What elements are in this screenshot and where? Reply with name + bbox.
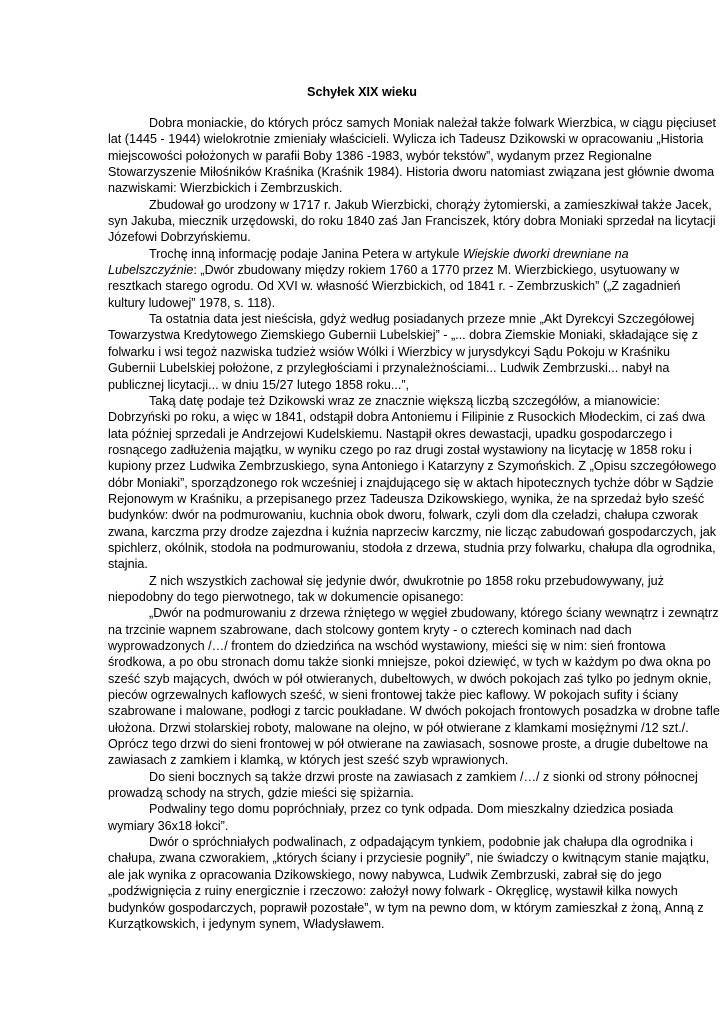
document-body — [108, 115, 720, 932]
page-title: Schyłek XIX wieku — [307, 85, 417, 99]
paragraph: Dwór o spróchniałych podwalinach, z odpadającym tynkiem, podobnie jak chałupa dla ogrodnika i chałupa, zwana czworakiem, „których ściany i przyciesie pogniły”, nie świadczy o kwitnącym stanie majątku, ale jak wynika z opracowania Dzikowskiego, nowy nabywca, Ludwik Zembrzuski, zabrał się do jego „podźwignięcia z ruiny energicznie i rzeczowo: założył nowy folwark - Okręglicę, wystawił kilka nowych budynków gospodarczych, poprawił pozostałe”, w tym na pewno dom, w którym zamieszkał z żoną, Anną z Kurzątkowskich, i jedynym synem, Władysławem. — [108, 835, 710, 931]
paragraph: „Dwór na podmurowaniu z drzewa rżniętego w węgieł zbudowany, którego ściany wewnątrz i zewnątrz na trzcinie wapnem szabrowane, dach stolcowy gontem kryty - o czterech kominach nad dach wyprowadzonych /…/ frontem do dziedzińca na wschód wystawiony, mieści się w nim: sień frontowa środkowa, a po obu stronach domu także sionki mniejsze, pokoi dziewięć, w tych w każdym po dwa okna po sześć szyb mających, dwóch w pół otwieranych, dubeltowych, w dwóch pokojach zaś tylko po jednym oknie, pieców ogrzewalnych kaflowych sześć, w sieni frontowej także piec kaflowy. W pokojach sufity i ściany szabrowane i malowane, podłogi z tarcic poukładane. W dwóch pokojach frontowych posadzka w drobne tafle ułożona. Drzwi stolarskiej roboty, malowane na olejno, w pół otwierane z klamkami mosiężnymi /12 szt./. Oprócz tego drzwi do sieni frontowej w pół otwierane na zawiasach, sosnowe proste, a drugie dubeltowe na zawiasach z zamkiem i klamką, w których jest sześć szyb wprawionych. — [108, 606, 720, 768]
paragraph: Z nich wszystkich zachował się jedynie dwór, dwukrotnie po 1858 roku przebudowywany, już niepodobny do tego pierwotnego, tak w dokumencie opisanego: — [108, 573, 664, 604]
article-title-italic: Wiejskie dworki drewniane na Lubelszczyźnie — [108, 246, 629, 278]
paragraph-text: Trochę inną informację podaje Janina Petera w artykule — [149, 246, 463, 261]
paragraph: Do sieni bocznych są także drzwi proste na zawiasach z zamkiem /…/ z sionki od strony północnej prowadzą schody na strych, gdzie mieści się spiżarnia. — [108, 769, 698, 801]
paragraph: Ta ostatnia data jest nieścisła, gdyż według posiadanych przeze mnie „Akt Dyrekcyi Szczegółowej Towarzystwa Kredytowego Ziemskiego Gubernii Lubelskiej” - „... dobra Ziemskie Moniaki, składające się z folwarku i wsi tegoż nazwiska tudzież wsiów Wólki i Wierzbicy w jurysdykcyi Sądu Pokoju w Kraśniku Gubernii Lubelskiej położone, z przyległościami i przynależnościami... Ludwik Zembrzuski... nabył na publicznej licytacji... w dniu 15/27 lutego 1858 roku...”, — [108, 312, 699, 392]
paragraph: Dobra moniackie, do których prócz samych Moniak należał także folwark Wierzbica, w ciągu pięciuset lat (1445 - 1944) wielokrotnie zmieniały właścicieli. Wylicza ich Tadeusz Dzikowski w opracowaniu „Historia miejscowości położonych w parafii Boby 1386 -1983, wybór tekstów”, wydanym przez Regionalne Stowarzyszenie Miłośników Kraśnika (Kraśnik 1984). Historia dworu natomiast związana jest głównie dwoma nazwiskami: Wierzbickich i Zembrzuskich. — [108, 116, 716, 196]
paragraph: Zbudował go urodzony w 1717 r. Jakub Wierzbicki, chorąży żytomierski, a zamieszkiwał także Jacek, syn Jakuba, miecznik urzędowski, do roku 1840 zaś Jan Franciszek, który dobra Moniaki sprzedał na licytacji Józefowi Dobrzyńskiemu. — [108, 197, 716, 245]
paragraph — [108, 246, 720, 311]
paragraph: Taką datę podaje też Dzikowski wraz ze znacznie większą liczbą szczegółów, a mianowicie: Dobrzyński po roku, a więc w 1841, odstąpił dobra Antoniemu i Filipinie z Rusockich Młodeckim, ci zaś dwa lata później sprzedali je Andrzejowi Kudelskiemu. Nastąpił okres dewastacji, upadku gospodarczego i rosnącego zadłużenia majątku, w wyniku czego po raz drugi został wystawiony na licytację w 1858 roku i kupiony przez Ludwika Zembrzuskiego, syna Antoniego i Katarzyny z Szymońskich. Z „Opisu szczegółowego dóbr Moniaki”, sporządzonego rok wcześniej i znajdującego się w aktach hipotecznych tychże dóbr w Sądzie Rejonowym w Kraśniku, a przepisanego przez Tadeusza Dzikowskiego, wynika, że na sprzedaż było sześć budynków: dwór na podmurowaniu, kuchnia obok dworu, folwark, czyli dom dla czeladzi, chałupa czworak zwana, karczma przy drodze zajezdna i kuźnia naprzeciw karczmy, nie licząc zabudowań gospodarczych, jak spichlerz, okólnik, stodoła na podmurowaniu, stodoła z drzewa, studnia przy folwarku, chałupa dla ogrodnika, stajnia. — [108, 393, 717, 572]
paragraph-text: : „Dwór zbudowany między rokiem 1760 a 1770 przez M. Wierzbickiego, usytuowany w resztkach starego ogrodu. Od XVI w. własność Wierzbickich, od 1841 r. - Zembrzuskich” („Z zagadnień kultury ludowej” 1978, s. 118). — [108, 263, 681, 310]
paragraph: Podwaliny tego domu popróchniały, przez co tynk odpada. Dom mieszkalny dziedzica posiada wymiary 36x18 łokci”. — [108, 802, 674, 833]
